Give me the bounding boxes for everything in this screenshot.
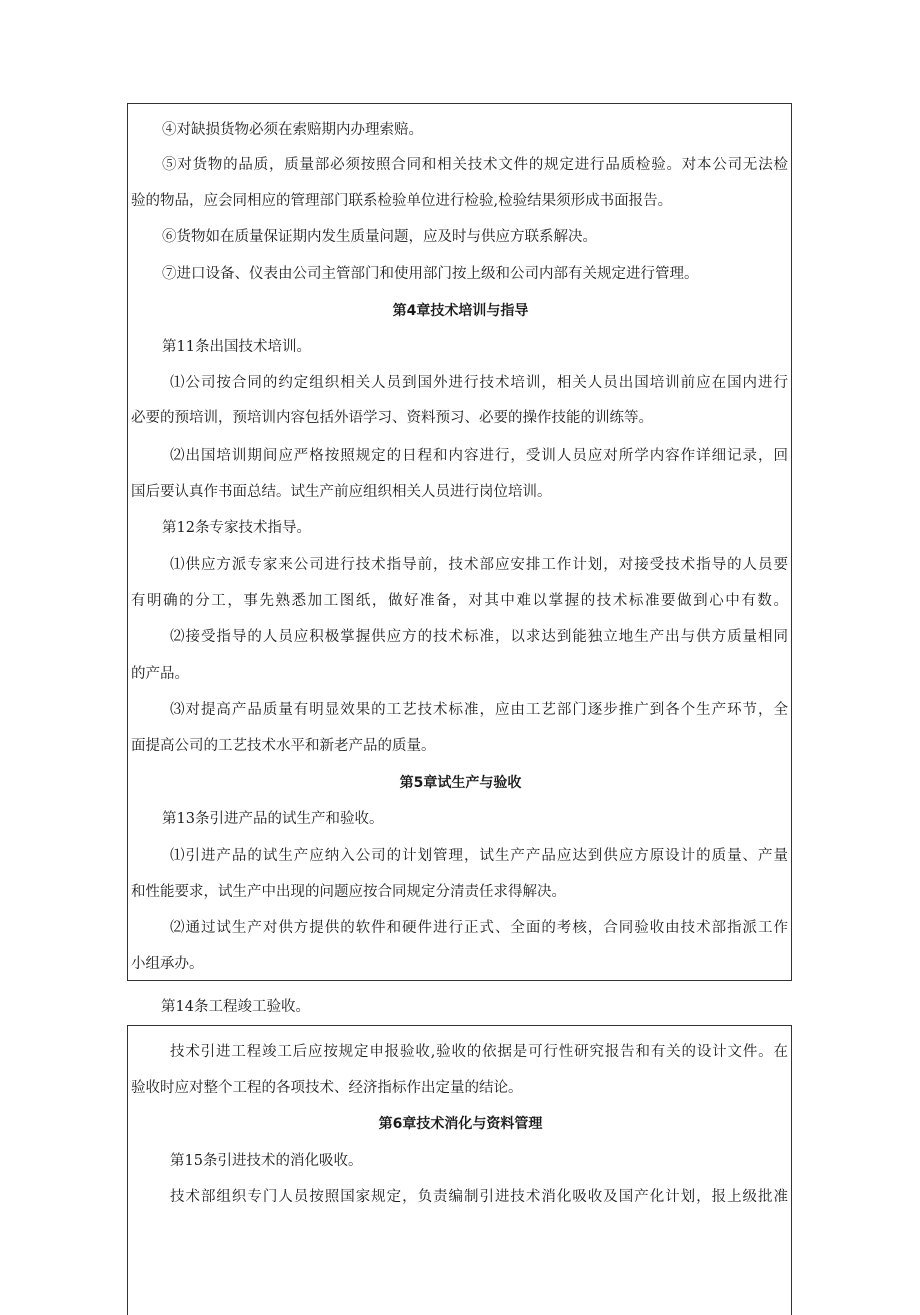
text-line: ⑴公司按合同的约定组织相关人员到国外进行技术培训，相关人员出国培训前应在国内进行 [170, 375, 788, 391]
article-title: 第15条引进技术的消化吸收。 [170, 1153, 363, 1169]
text-line: 验的物品，应会同相应的管理部门联系检验单位进行检验,检验结果须形成书面报告。 [131, 193, 673, 209]
text-line: ⑵出国培训期间应严格按照规定的日程和内容进行，受训人员应对所学内容作详细记录，回 [170, 448, 788, 464]
article-title: 第13条引进产品的试生产和验收。 [162, 811, 384, 827]
text-line: 和性能要求，试生产中出现的问题应按合同规定分清责任求得解决。 [131, 884, 566, 900]
text-line: ⑵接受指导的人员应积极掌握供应方的技术标准，以求达到能独立地生产出与供方质量相同 [170, 629, 788, 645]
chapter-heading: 第5章试生产与验收 [399, 775, 522, 791]
text-line: 必要的预培训，预培训内容包括外语学习、资料预习、必要的操作技能的训练等。 [131, 410, 653, 426]
article-title: 第12条专家技术指导。 [162, 520, 311, 536]
text-line: 的产品。 [131, 666, 189, 682]
text-line: ⑤对货物的品质，质量部必须按照合同和相关技术文件的规定进行品质检验。对本公司无法检 [162, 157, 788, 173]
chapter-heading: 第6章技术消化与资料管理 [378, 1116, 543, 1132]
text-line: ④对缺损货物必须在索赔期内办理索赔。 [162, 122, 423, 138]
content-box-1 [127, 103, 792, 981]
chapter-heading: 第4章技术培训与指导 [392, 303, 529, 319]
text-line: 验收时应对整个工程的各项技术、经济指标作出定量的结论。 [131, 1080, 523, 1096]
text-line: ⑥货物如在质量保证期内发生质量问题，应及时与供应方联系解决。 [162, 229, 597, 245]
text-line: ⑶对提高产品质量有明显效果的工艺技术标准，应由工艺部门逐步推广到各个生产环节，全 [170, 702, 788, 718]
article-title: 第11条出国技术培训。 [162, 339, 311, 355]
text-line: ⑴供应方派专家来公司进行技术指导前，技术部应安排工作计划，对接受技术指导的人员要 [170, 557, 788, 573]
article-title-outside: 第14条工程竣工验收。 [161, 999, 310, 1015]
text-line: ⑴引进产品的试生产应纳入公司的计划管理，试生产产品应达到供应方原设计的质量、产量 [170, 848, 788, 864]
text-line: 技术部组织专门人员按照国家规定，负责编制引进技术消化吸收及国产化计划，报上级批准 [170, 1189, 788, 1205]
text-line: 国后要认真作书面总结。试生产前应组织相关人员进行岗位培训。 [131, 484, 552, 500]
text-line: ⑦进口设备、仪表由公司主管部门和使用部门按上级和公司内部有关规定进行管理。 [162, 266, 699, 282]
text-line: 有明确的分工，事先熟悉加工图纸，做好准备，对其中难以掌握的技术标准要做到心中有数。 [131, 593, 788, 609]
text-line: 小组承办。 [131, 956, 204, 972]
content-box-2 [127, 1025, 792, 1315]
text-line: 面提高公司的工艺技术水平和新老产品的质量。 [131, 738, 436, 754]
text-line: ⑵通过试生产对供方提供的软件和硬件进行正式、全面的考核，合同验收由技术部指派工作 [170, 920, 788, 936]
text-line: 技术引进工程竣工后应按规定申报验收,验收的依据是可行性研究报告和有关的设计文件。在 [170, 1044, 788, 1060]
